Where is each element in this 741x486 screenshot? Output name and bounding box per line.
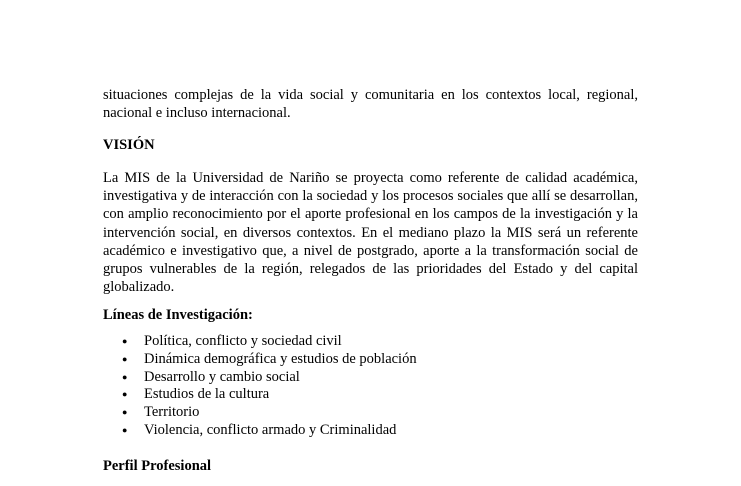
research-line-label: Política, conflicto y sociedad civil — [144, 333, 342, 349]
list-item — [122, 351, 417, 369]
research-line-label: Dinámica demográfica y estudios de población — [144, 350, 417, 367]
research-line-label: Violencia, conflicto armado y Criminalidad — [144, 421, 397, 438]
bullet-icon: ● — [122, 407, 128, 418]
vision-paragraph: La MIS de la Universidad de Nariño se proyecta como referente de calidad académica, investigativa y de interacción con la sociedad y los procesos sociales que allí se desarrollan, con amplio reconocimiento por el aporte profesional en los campos de la investigación y la intervención social, en diversos contextos. En el mediano plazo la MIS será un referente académico e investigativo que, a nivel de postgrado, aporte a la transformación social de grupos vulnerables de la región, relegados de las prioridades del Estado y del capital globalizado. — [103, 170, 638, 296]
research-line-label: Desarrollo y cambio social — [144, 368, 300, 385]
profile-heading: Perfil Profesional — [103, 458, 212, 474]
bullet-icon: ● — [122, 353, 128, 364]
research-line-label: Estudios de la cultura — [144, 386, 270, 403]
intro-paragraph: situaciones complejas de la vida social y comunitaria en los contextos local, regional, nacional e incluso internacional. — [103, 87, 638, 122]
list-item — [122, 386, 417, 404]
list-item — [122, 404, 417, 422]
bullet-icon: ● — [122, 371, 128, 382]
list-item — [122, 422, 417, 440]
research-line-label: Territorio — [144, 404, 200, 421]
bullet-icon: ● — [122, 336, 128, 346]
vision-heading: VISIÓN — [103, 137, 155, 153]
bullet-icon: ● — [122, 424, 128, 435]
list-item — [122, 369, 417, 387]
list-item — [122, 333, 417, 351]
research-lines-heading: Líneas de Investigación: — [103, 307, 253, 323]
bullet-icon: ● — [122, 389, 128, 400]
research-lines-list — [122, 333, 417, 440]
